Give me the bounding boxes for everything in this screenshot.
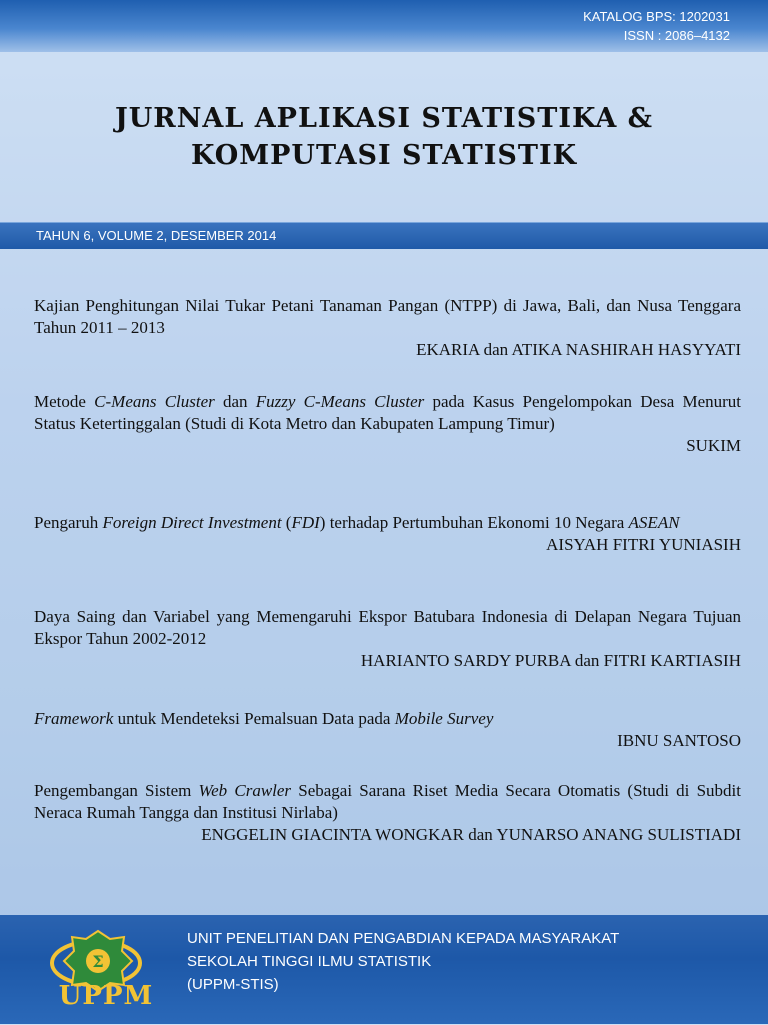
article-title: Metode C-Means Cluster dan Fuzzy C-Means Cluster pada Kasus Pengelompokan Desa Menurut Status Ketertinggalan (Studi di Kota Metro dan Kabupaten Lampung Timur) bbox=[34, 392, 742, 433]
article-item bbox=[34, 295, 741, 361]
article-title: Kajian Penghitungan Nilai Tukar Petani Tanaman Pangan (NTPP) di Jawa, Bali, dan Nusa Tenggara Tahun 2011 – 2013 bbox=[34, 296, 741, 337]
journal-title bbox=[0, 100, 768, 174]
article-item bbox=[34, 780, 741, 846]
article-item bbox=[34, 708, 741, 752]
article-authors: SUKIM bbox=[686, 436, 741, 455]
article-item bbox=[34, 606, 741, 672]
volume-label: TAHUN 6, VOLUME 2, DESEMBER 2014 bbox=[36, 228, 277, 243]
volume-bar bbox=[0, 222, 768, 249]
article-authors: EKARIA dan ATIKA NASHIRAH HASYYATI bbox=[416, 340, 741, 359]
issn-number: ISSN : 2086–4132 bbox=[623, 28, 730, 43]
article-authors: ENGGELIN GIACINTA WONGKAR dan YUNARSO ANANG SULISTIADI bbox=[201, 825, 741, 844]
journal-title-line2: KOMPUTASI STATISTIK bbox=[190, 140, 578, 171]
institution-line3: (UPPM-STIS) bbox=[187, 976, 279, 993]
article-title: Framework untuk Mendeteksi Pemalsuan Data pada Mobile Survey bbox=[34, 709, 494, 728]
journal-title-line1: JURNAL APLIKASI STATISTIKA & bbox=[114, 103, 654, 134]
article-title: Daya Saing dan Variabel yang Memengaruhi Ekspor Batubara Indonesia di Delapan Negara Tujuan Ekspor Tahun 2002-2012 bbox=[34, 607, 741, 648]
svg-text:Σ: Σ bbox=[92, 952, 104, 971]
article-title: Pengembangan Sistem Web Crawler Sebagai Sarana Riset Media Secara Otomatis (Studi di Subdit Neraca Rumah Tangga dan Institusi Nirlaba) bbox=[34, 781, 741, 822]
katalog-number: KATALOG BPS: 1202031 bbox=[583, 9, 730, 24]
top-band bbox=[0, 0, 768, 52]
article-title: Pengaruh Foreign Direct Investment (FDI) terhadap Pertumbuhan Ekonomi 10 Negara ASEAN bbox=[34, 513, 680, 532]
footer bbox=[0, 915, 768, 1024]
institution-line2: SEKOLAH TINGGI ILMU STATISTIK bbox=[187, 953, 432, 970]
article-authors: IBNU SANTOSO bbox=[617, 731, 741, 750]
institution-info bbox=[187, 927, 619, 996]
article-item bbox=[34, 512, 741, 556]
article-authors: AISYAH FITRI YUNIASIH bbox=[546, 535, 741, 554]
logo-text: UPPM bbox=[58, 981, 154, 1011]
article-item bbox=[34, 391, 741, 457]
catalog-info bbox=[583, 7, 730, 45]
article-authors: HARIANTO SARDY PURBA dan FITRI KARTIASIH bbox=[360, 651, 741, 670]
institution-line1: UNIT PENELITIAN DAN PENGABDIAN KEPADA MASYARAKAT bbox=[187, 930, 620, 947]
uppm-logo bbox=[36, 925, 166, 1020]
